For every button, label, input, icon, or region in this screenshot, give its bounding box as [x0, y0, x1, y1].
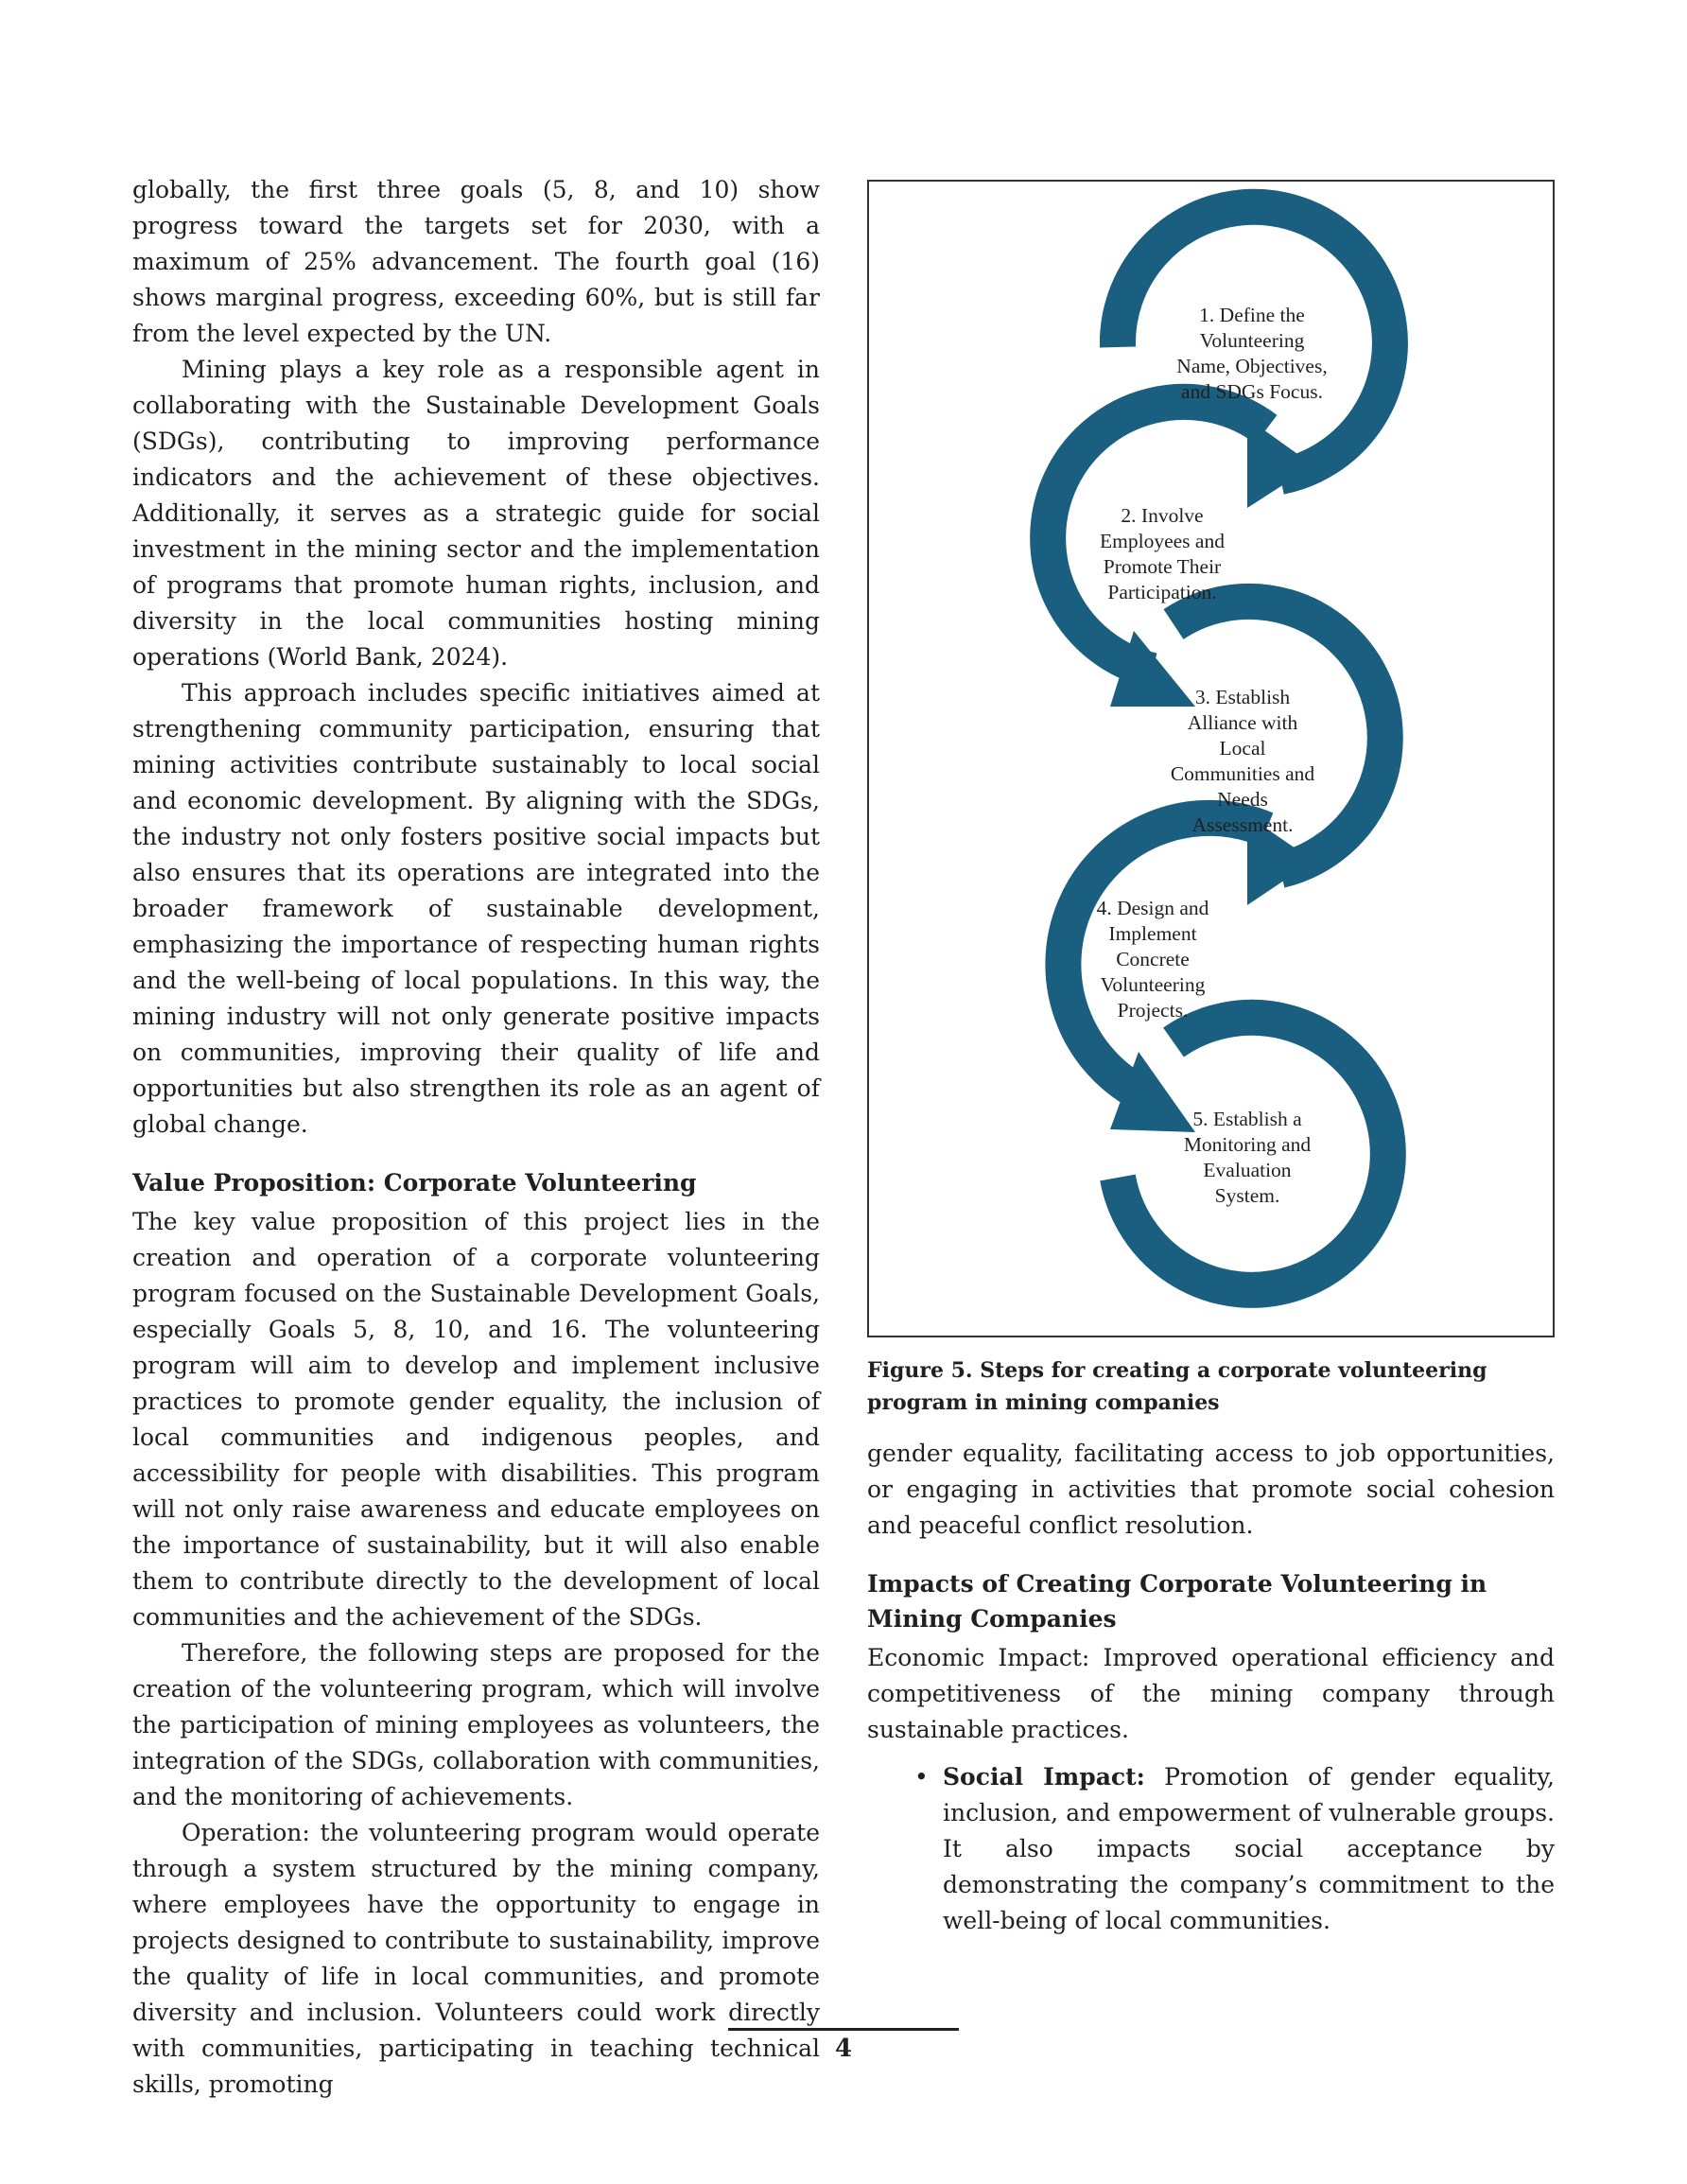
- paragraph: Economic Impact: Improved operational efficiency and competitiveness of the mining company through sustainable practices.: [867, 1644, 1555, 1743]
- bullet-marker: •: [914, 1763, 929, 1791]
- step-1-label: 1. Define the Volunteering Name, Objectives, and SDGs Focus.: [1176, 304, 1328, 403]
- step-4-label: 4. Design and Implement Concrete Volunteering Projects.: [1096, 897, 1209, 1022]
- step-2-label: 2. Involve Employees and Promote Their Participation.: [1100, 504, 1225, 603]
- section-heading: Value Proposition: Corporate Volunteering: [132, 1169, 697, 1197]
- paragraph: globally, the first three goals (5, 8, and 10) show progress toward the targets set for 2030, with a maximum of 25% advancement. The fourth goal (16) shows marginal progress, exceeding 60%, but is still far from the level expected by the UN.: [132, 176, 820, 347]
- paragraph: This approach includes specific initiatives aimed at strengthening community participation, ensuring that mining activities contribute sustainably to local social and economic development. By aligning with the SDGs, the industry not only fosters positive social impacts but also ensures that its operations are integrated into the broader framework of sustainable development, emphasizing the importance of respecting human rights and the well-being of local populations. In this way, the mining industry will not only generate positive impacts on communities, improving their quality of life and opportunities but also strengthen its role as an agent of global change.: [132, 679, 820, 1138]
- step-3-label: 3. Establish Alliance with Local Communities and Needs Assessment.: [1170, 686, 1315, 836]
- paragraph: The key value proposition of this project lies in the creation and operation of a corporate volunteering program focused on the Sustainable Development Goals, especially Goals 5, 8, 10, and 16. The volunteering program will aim to develop and implement inclusive practices to promote gender equality, the inclusion of local communities and indigenous peoples, and accessibility for people with disabilities. This program will not only raise awareness and educate employees on the importance of sustainability, but it will also enable them to contribute directly to the development of local communities and the achievement of the SDGs.: [132, 1208, 820, 1631]
- paragraph: Operation: the volunteering program would operate through a system structured by the mining company, where employees have the opportunity to engage in projects designed to contribute to sustainability, improve the quality of life in local communities, and promote diversity and inclusion. Volunteers could work directly with communities, participating in teaching technical skills, promoting: [132, 1819, 820, 2098]
- figure-caption: Figure 5. Steps for creating a corporate volunteering program in mining companies: [867, 1358, 1487, 1415]
- figure-5: [867, 180, 1555, 1337]
- bullet-list: [867, 1759, 1555, 1939]
- list-item: [914, 1759, 1555, 1939]
- paragraph: gender equality, facilitating access to job opportunities, or engaging in activities that promote social cohesion and peaceful conflict resolution.: [867, 1440, 1555, 1539]
- right-column: [867, 180, 1555, 1939]
- step-5-label: 5. Establish a Monitoring and Evaluation System.: [1183, 1108, 1312, 1207]
- footer-rule: [728, 2028, 959, 2031]
- list-item-label: Social Impact:: [943, 1763, 1145, 1791]
- paragraph: Therefore, the following steps are proposed for the creation of the volunteering program, which will involve the participation of mining employees as volunteers, the integration of the SDGs, collaboration with communities, and the monitoring of achievements.: [132, 1639, 820, 1810]
- arrow-head-1: [1247, 418, 1313, 508]
- page-number: 4: [834, 2035, 853, 2063]
- paragraph: Mining plays a key role as a responsible agent in collaborating with the Sustainable Development Goals (SDGs), contributing to improving performance indicators and the achievement of these objectives. Additionally, it serves as a strategic guide for social investment in the mining sector and the implementation of programs that promote human rights, inclusion, and diversity in the local communities hosting mining operations (World Bank, 2024).: [132, 356, 820, 671]
- section-heading: Impacts of Creating Corporate Volunteering in Mining Companies: [867, 1570, 1487, 1633]
- page-footer: [728, 2028, 959, 2063]
- left-column: [132, 172, 820, 2103]
- list-item-text: Promotion of gender equality, inclusion, and empowerment of vulnerable groups. It also impacts social acceptance by demonstrating the company’s commitment to the well-being of local communities.: [943, 1763, 1555, 1934]
